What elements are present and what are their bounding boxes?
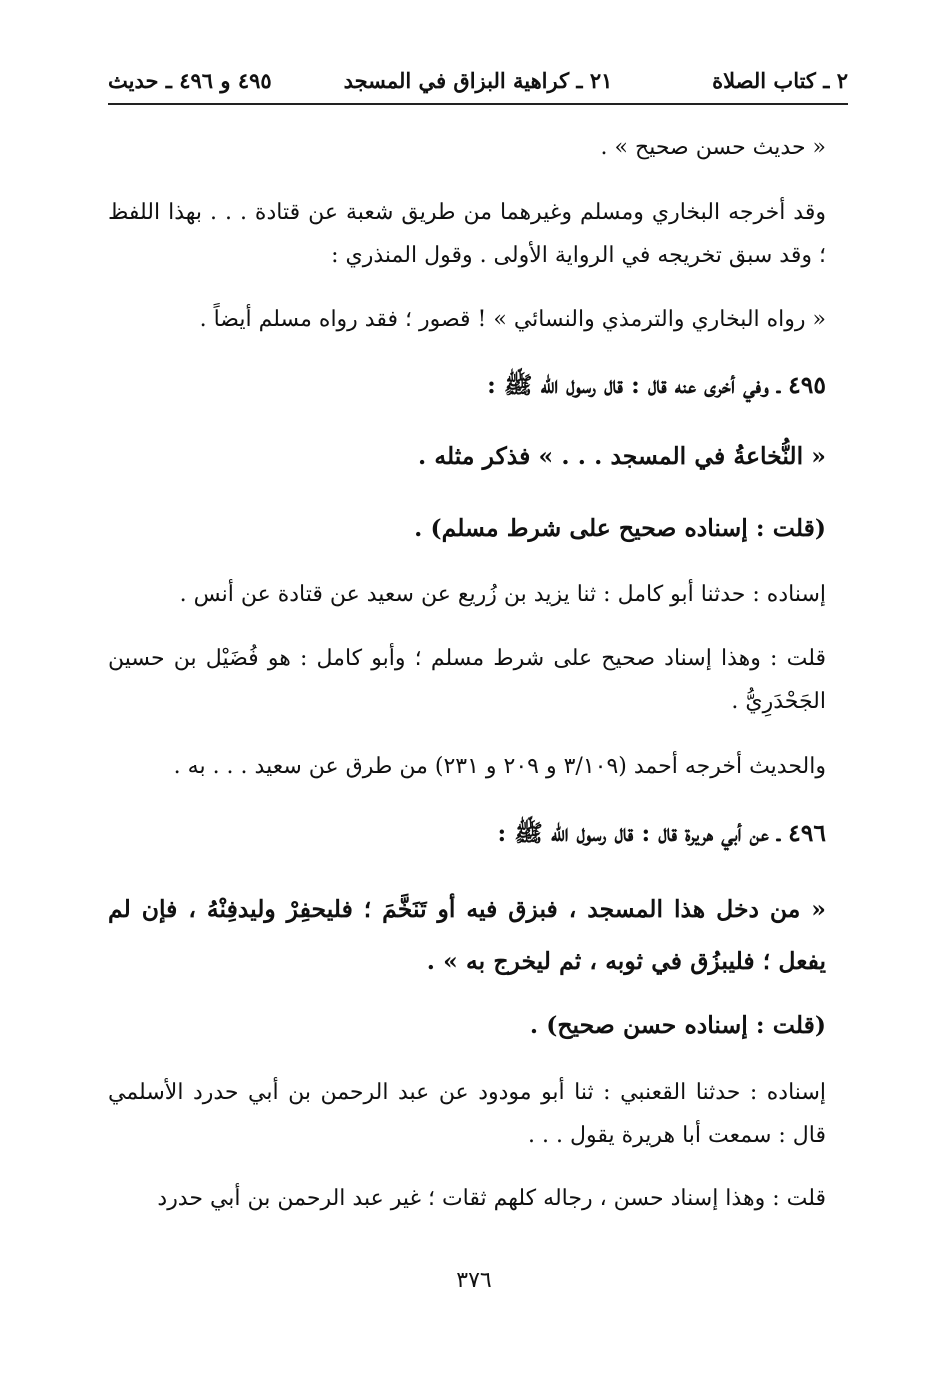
running-header [108,66,848,96]
header-hadith-range: ٤٩٥ و ٤٩٦ ـ حديث [108,68,272,93]
header-section: ٢١ ـ كراهية البزاق في المسجد [343,68,613,93]
grading-note: (قلت : إسناده حسن صحيح) . [529,1011,826,1039]
text-paragraph: قلت : وهذا إسناد صحيح على شرط مسلم ؛ وأبو كامل : هو فُضَيْل بن حسين الجَحْدَرِيُّ . [108,646,826,714]
hadith-text: « النُّخاعةُ في المسجد . . . » فذكر مثله . [418,442,826,470]
text-paragraph: وقد أخرجه البخاري ومسلم وغيرهما من طريق شعبة عن قتادة . . . بهذا اللفظ ؛ وقد سبق تخريجه في الرواية الأولى . وقول المنذري : [108,200,826,268]
isnad-paragraph: إسناده : حدثنا أبو كامل : ثنا يزيد بن زُريع عن سعيد عن قتادة عن أنس . [179,582,826,607]
text-line: « رواه البخاري والترمذي والنسائي » ! قصور ؛ فقد رواه مسلم أيضاً . [199,307,826,332]
grading-note: (قلت : إسناده صحيح على شرط مسلم) . [414,514,826,542]
header-chapter: ٢ ـ كتاب الصلاة [712,68,848,93]
text-line: والحديث أخرجه أحمد (٣/١٠٩ و ٢٠٩ و ٢٣١) من طرق عن سعيد . . . به . [173,754,826,779]
header-rule [108,103,848,105]
text-line: قلت : وهذا إسناد حسن ، رجاله كلهم ثقات ؛ غير عبد الرحمن بن أبي حدرد [157,1186,826,1211]
page-number: ٣٧٦ [456,1268,492,1293]
isnad-paragraph: إسناده : حدثنا القعنبي : ثنا أبو مودود عن عبد الرحمن بن أبي حدرد الأسلمي قال : سمعت أبا هريرة يقول . . . [108,1080,826,1148]
text-line: « حديث حسن صحيح » . [600,135,826,160]
hadith-heading: ٤٩٦ ـ عن أبي هريرة قال : قال رسول الله ﷺ : [497,819,826,847]
hadith-heading: ٤٩٥ ـ وفي أخرى عنه قال : قال رسول الله ﷺ : [487,371,826,399]
hadith-text: « من دخل هذا المسجد ، فبزق فيه أو تَنَخَّمَ ؛ فليحفِرْ وليدفِنْهُ ، فإن لم يفعل ؛ فليبزُق في ثوبه ، ثم ليخرج به » . [108,895,826,975]
